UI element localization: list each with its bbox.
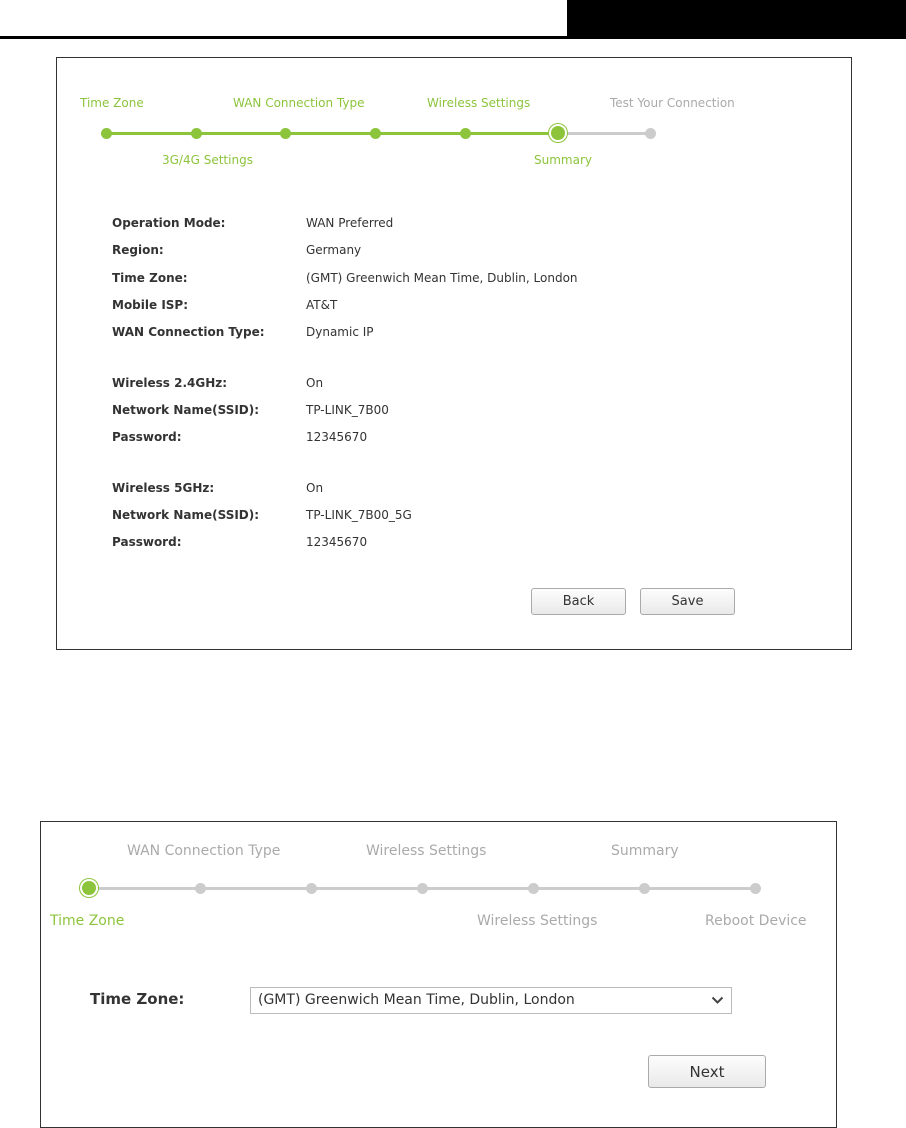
- time-zone-selected-value: (GMT) Greenwich Mean Time, Dublin, London: [258, 992, 575, 1008]
- password-24ghz-label: Password:: [112, 430, 182, 444]
- time-zone-select[interactable]: [250, 987, 732, 1014]
- region-label: Region:: [112, 243, 164, 257]
- step-wan-connection-type: WAN Connection Type: [127, 843, 281, 859]
- save-button[interactable]: Save: [640, 588, 735, 615]
- step-dot: [460, 128, 471, 139]
- ssid-5ghz-value: TP-LINK_7B00_5G: [306, 508, 412, 522]
- summary-panel: [56, 57, 852, 650]
- step-dot: [370, 128, 381, 139]
- step-dot: [195, 883, 206, 894]
- region-value: Germany: [306, 243, 362, 257]
- progress-track-remaining: [559, 132, 651, 135]
- step-time-zone: Time Zone: [50, 913, 125, 929]
- next-button[interactable]: Next: [648, 1055, 766, 1088]
- step-dot: [191, 128, 202, 139]
- time-zone-label: Time Zone:: [112, 271, 188, 285]
- timezone-panel: [40, 821, 837, 1128]
- step-dot-current: [551, 126, 565, 140]
- step-dot: [417, 883, 428, 894]
- step-wireless-settings: Wireless Settings: [427, 96, 531, 110]
- operation-mode-label: Operation Mode:: [112, 216, 226, 230]
- back-button[interactable]: Back: [531, 588, 626, 615]
- header-block: [567, 0, 906, 39]
- step-dot: [645, 128, 656, 139]
- mobile-isp-label: Mobile ISP:: [112, 298, 189, 312]
- mobile-isp-value: AT&T: [306, 298, 338, 312]
- step-wan-connection-type: WAN Connection Type: [233, 96, 365, 110]
- step-dot: [280, 128, 291, 139]
- step-dot: [639, 883, 650, 894]
- progress-track-done: [107, 132, 559, 135]
- step-test-connection: Test Your Connection: [610, 96, 735, 110]
- ssid-24ghz-value: TP-LINK_7B00: [306, 403, 389, 417]
- wireless-24ghz-value: On: [306, 376, 324, 390]
- ssid-24ghz-label: Network Name(SSID):: [112, 403, 260, 417]
- wireless-24ghz-label: Wireless 2.4GHz:: [112, 376, 228, 390]
- password-5ghz-value: 12345670: [306, 535, 368, 549]
- step-dot: [528, 883, 539, 894]
- step-wireless-settings: Wireless Settings: [366, 843, 487, 859]
- chevron-down-icon[interactable]: [704, 988, 731, 1013]
- wan-connection-type-label: WAN Connection Type:: [112, 325, 265, 339]
- step-dot: [101, 128, 112, 139]
- step-summary: Summary: [611, 843, 679, 859]
- time-zone-label: Time Zone:: [90, 990, 185, 1008]
- step-time-zone: Time Zone: [80, 96, 144, 110]
- step-wireless-settings-2: Wireless Settings: [477, 913, 598, 929]
- step-dot-current: [82, 881, 96, 895]
- wan-connection-type-value: Dynamic IP: [306, 325, 374, 339]
- step-summary: Summary: [534, 153, 592, 167]
- wireless-5ghz-value: On: [306, 481, 324, 495]
- ssid-5ghz-label: Network Name(SSID):: [112, 508, 260, 522]
- password-24ghz-value: 12345670: [306, 430, 368, 444]
- time-zone-value: (GMT) Greenwich Mean Time, Dublin, London: [306, 271, 578, 285]
- wireless-5ghz-label: Wireless 5GHz:: [112, 481, 215, 495]
- step-dot: [306, 883, 317, 894]
- header-rule: [0, 36, 906, 39]
- password-5ghz-label: Password:: [112, 535, 182, 549]
- step-dot: [750, 883, 761, 894]
- step-reboot-device: Reboot Device: [705, 913, 807, 929]
- operation-mode-value: WAN Preferred: [306, 216, 394, 230]
- step-3g4g-settings: 3G/4G Settings: [162, 153, 253, 167]
